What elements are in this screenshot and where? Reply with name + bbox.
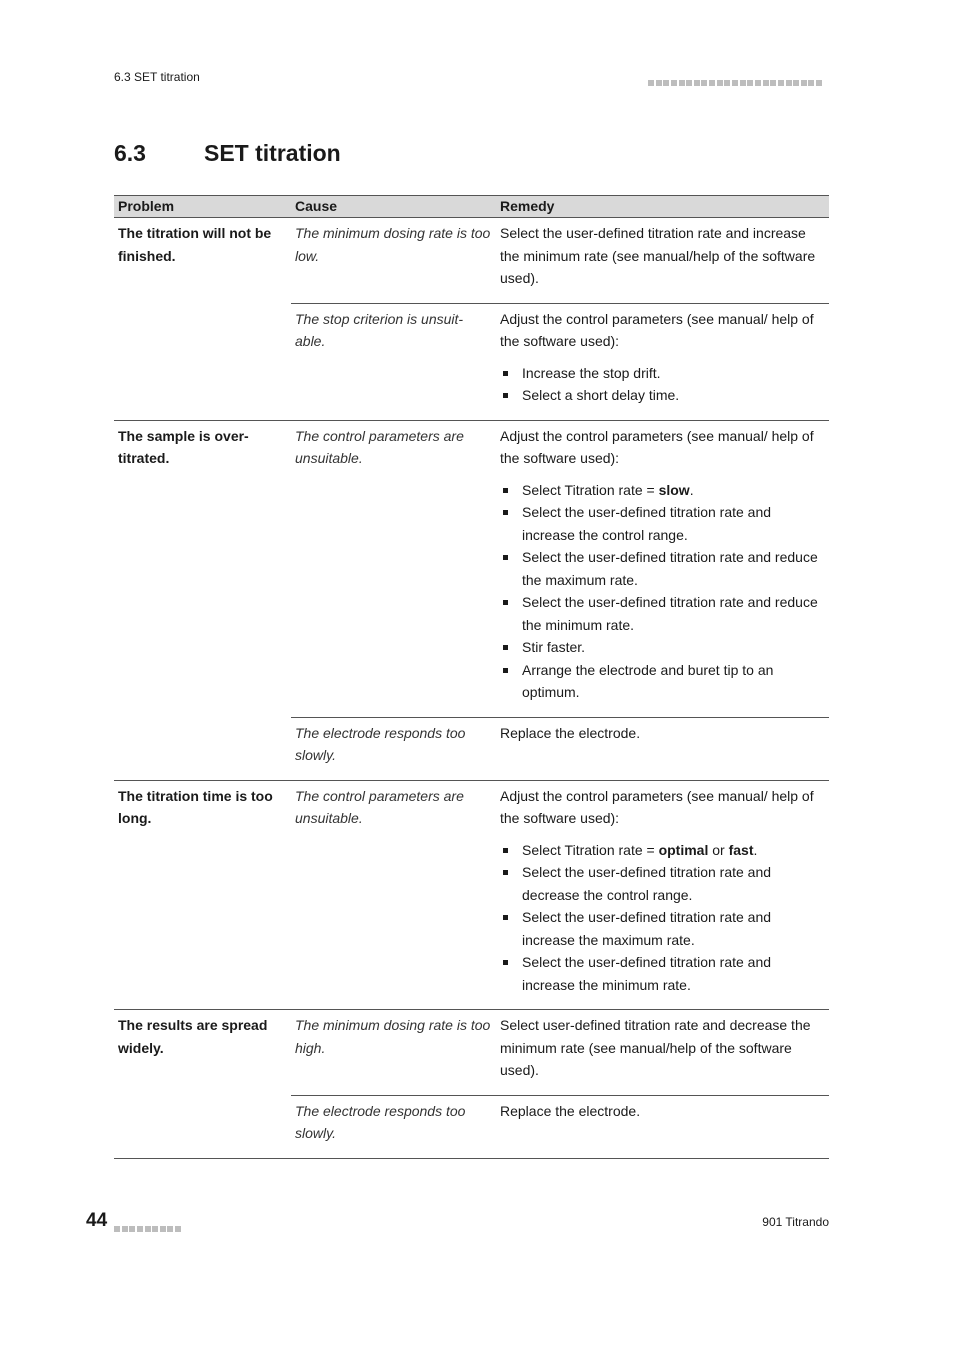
remedy-cell xyxy=(496,420,829,717)
troubleshooting-table xyxy=(114,195,829,1159)
remedy-text: Adjust the control parameters (see manual/ help of the software used): xyxy=(500,427,814,466)
remedy-text: Select the user-defined titration rate and increase the minimum rate (see manual/help of the software used). xyxy=(500,225,816,286)
decoration-square xyxy=(793,80,799,86)
remedy-text: Replace the electrode. xyxy=(500,1102,641,1119)
decoration-square xyxy=(122,1226,128,1232)
decoration-square xyxy=(671,80,677,86)
remedy-text: Adjust the control parameters (see manual/ help of the software used): xyxy=(500,310,814,349)
table-row xyxy=(114,420,829,717)
decoration-square xyxy=(786,80,792,86)
decoration-square xyxy=(686,80,692,86)
decoration-square xyxy=(694,80,700,86)
decoration-square xyxy=(663,80,669,86)
decoration-square xyxy=(763,80,769,86)
remedy-list xyxy=(500,362,825,407)
decoration-square xyxy=(747,80,753,86)
decoration-square xyxy=(724,80,730,86)
list-item xyxy=(500,839,825,862)
decoration-square xyxy=(145,1226,151,1232)
decoration-square xyxy=(656,80,662,86)
problem-cell: The sample is over-titrated. xyxy=(114,420,291,780)
decoration-square xyxy=(152,1226,158,1232)
remedy-list xyxy=(500,839,825,997)
decoration-square xyxy=(701,80,707,86)
column-header-remedy: Remedy xyxy=(496,196,829,218)
list-item xyxy=(500,479,825,502)
decoration-square xyxy=(648,80,654,86)
list-item: Select the user-defined titration rate and increase the maximum rate. xyxy=(500,906,825,951)
bold-value: slow xyxy=(658,481,690,498)
section-title-text: SET titration xyxy=(204,140,341,166)
list-item: Arrange the electrode and buret tip to an optimum. xyxy=(500,659,825,704)
list-item: Increase the stop drift. xyxy=(500,362,825,385)
remedy-cell xyxy=(496,303,829,420)
decoration-square xyxy=(770,80,776,86)
decoration-square xyxy=(755,80,761,86)
list-text: Select Titration rate = xyxy=(522,481,659,498)
list-item: Select the user-defined titration rate and reduce the maximum rate. xyxy=(500,546,825,591)
cause-cell: The control parameters are unsuitable. xyxy=(291,780,496,1010)
list-item: Select the user-defined titration rate and increase the control range. xyxy=(500,501,825,546)
list-item: Select the user-defined titration rate and reduce the minimum rate. xyxy=(500,591,825,636)
decoration-square xyxy=(717,80,723,86)
list-text: Select Titration rate = xyxy=(522,841,659,858)
page-number: 44 xyxy=(86,1210,108,1231)
table-row xyxy=(114,1010,829,1096)
list-text: . xyxy=(753,841,758,858)
decoration-square xyxy=(175,1226,181,1232)
section-number: 6.3 xyxy=(114,140,146,166)
problem-cell: The titration will not be finished. xyxy=(114,218,291,421)
cause-cell: The minimum dosing rate is too low. xyxy=(291,218,496,304)
product-name: 901 Titrando xyxy=(762,1215,829,1229)
column-header-cause: Cause xyxy=(291,196,496,218)
remedy-text: Adjust the control parameters (see manual/ help of the software used): xyxy=(500,787,814,826)
running-header-title: 6.3 SET titration xyxy=(114,70,200,84)
list-item: Stir faster. xyxy=(500,636,825,659)
decoration-square xyxy=(778,80,784,86)
remedy-list xyxy=(500,479,825,704)
decoration-square xyxy=(808,80,814,86)
remedy-text: Select user-defined titration rate and decrease the minimum rate (see manual/help of the software used). xyxy=(500,1017,811,1078)
list-item: Select the user-defined titration rate and decrease the control range. xyxy=(500,861,825,906)
table-row xyxy=(114,218,829,304)
remedy-cell xyxy=(496,780,829,1010)
decoration-square xyxy=(801,80,807,86)
cause-cell: The control parameters are unsuitable. xyxy=(291,420,496,717)
list-item: Select the user-defined titration rate and increase the minimum rate. xyxy=(500,951,825,996)
cause-cell: The minimum dosing rate is too high. xyxy=(291,1010,496,1096)
decoration-square xyxy=(709,80,715,86)
bold-value: fast xyxy=(728,841,754,858)
cause-cell: The stop criterion is unsuit-able. xyxy=(291,303,496,420)
header-decoration-squares xyxy=(648,73,829,80)
remedy-cell xyxy=(496,218,829,304)
decoration-square xyxy=(816,80,822,86)
bold-value: optimal xyxy=(658,841,709,858)
column-header-problem: Problem xyxy=(114,196,291,218)
problem-cell: The results are spread widely. xyxy=(114,1010,291,1159)
list-text: or xyxy=(708,841,729,858)
remedy-text: Replace the electrode. xyxy=(500,724,641,741)
decoration-square xyxy=(167,1226,173,1232)
remedy-cell xyxy=(496,717,829,780)
decoration-square xyxy=(679,80,685,86)
remedy-cell xyxy=(496,1095,829,1158)
decoration-square xyxy=(732,80,738,86)
decoration-square xyxy=(129,1226,135,1232)
problem-cell: The titration time is too long. xyxy=(114,780,291,1010)
table-header-row xyxy=(114,196,829,218)
decoration-square xyxy=(160,1226,166,1232)
list-text: . xyxy=(689,481,694,498)
table-body xyxy=(114,218,829,1159)
list-item: Select a short delay time. xyxy=(500,384,825,407)
remedy-cell xyxy=(496,1010,829,1096)
decoration-square xyxy=(740,80,746,86)
footer-decoration-squares xyxy=(114,1219,184,1226)
decoration-square xyxy=(114,1226,120,1232)
cause-cell: The electrode responds too slowly. xyxy=(291,1095,496,1158)
section-title xyxy=(114,140,341,167)
table-row xyxy=(114,780,829,1010)
cause-cell: The electrode responds too slowly. xyxy=(291,717,496,780)
decoration-square xyxy=(137,1226,143,1232)
